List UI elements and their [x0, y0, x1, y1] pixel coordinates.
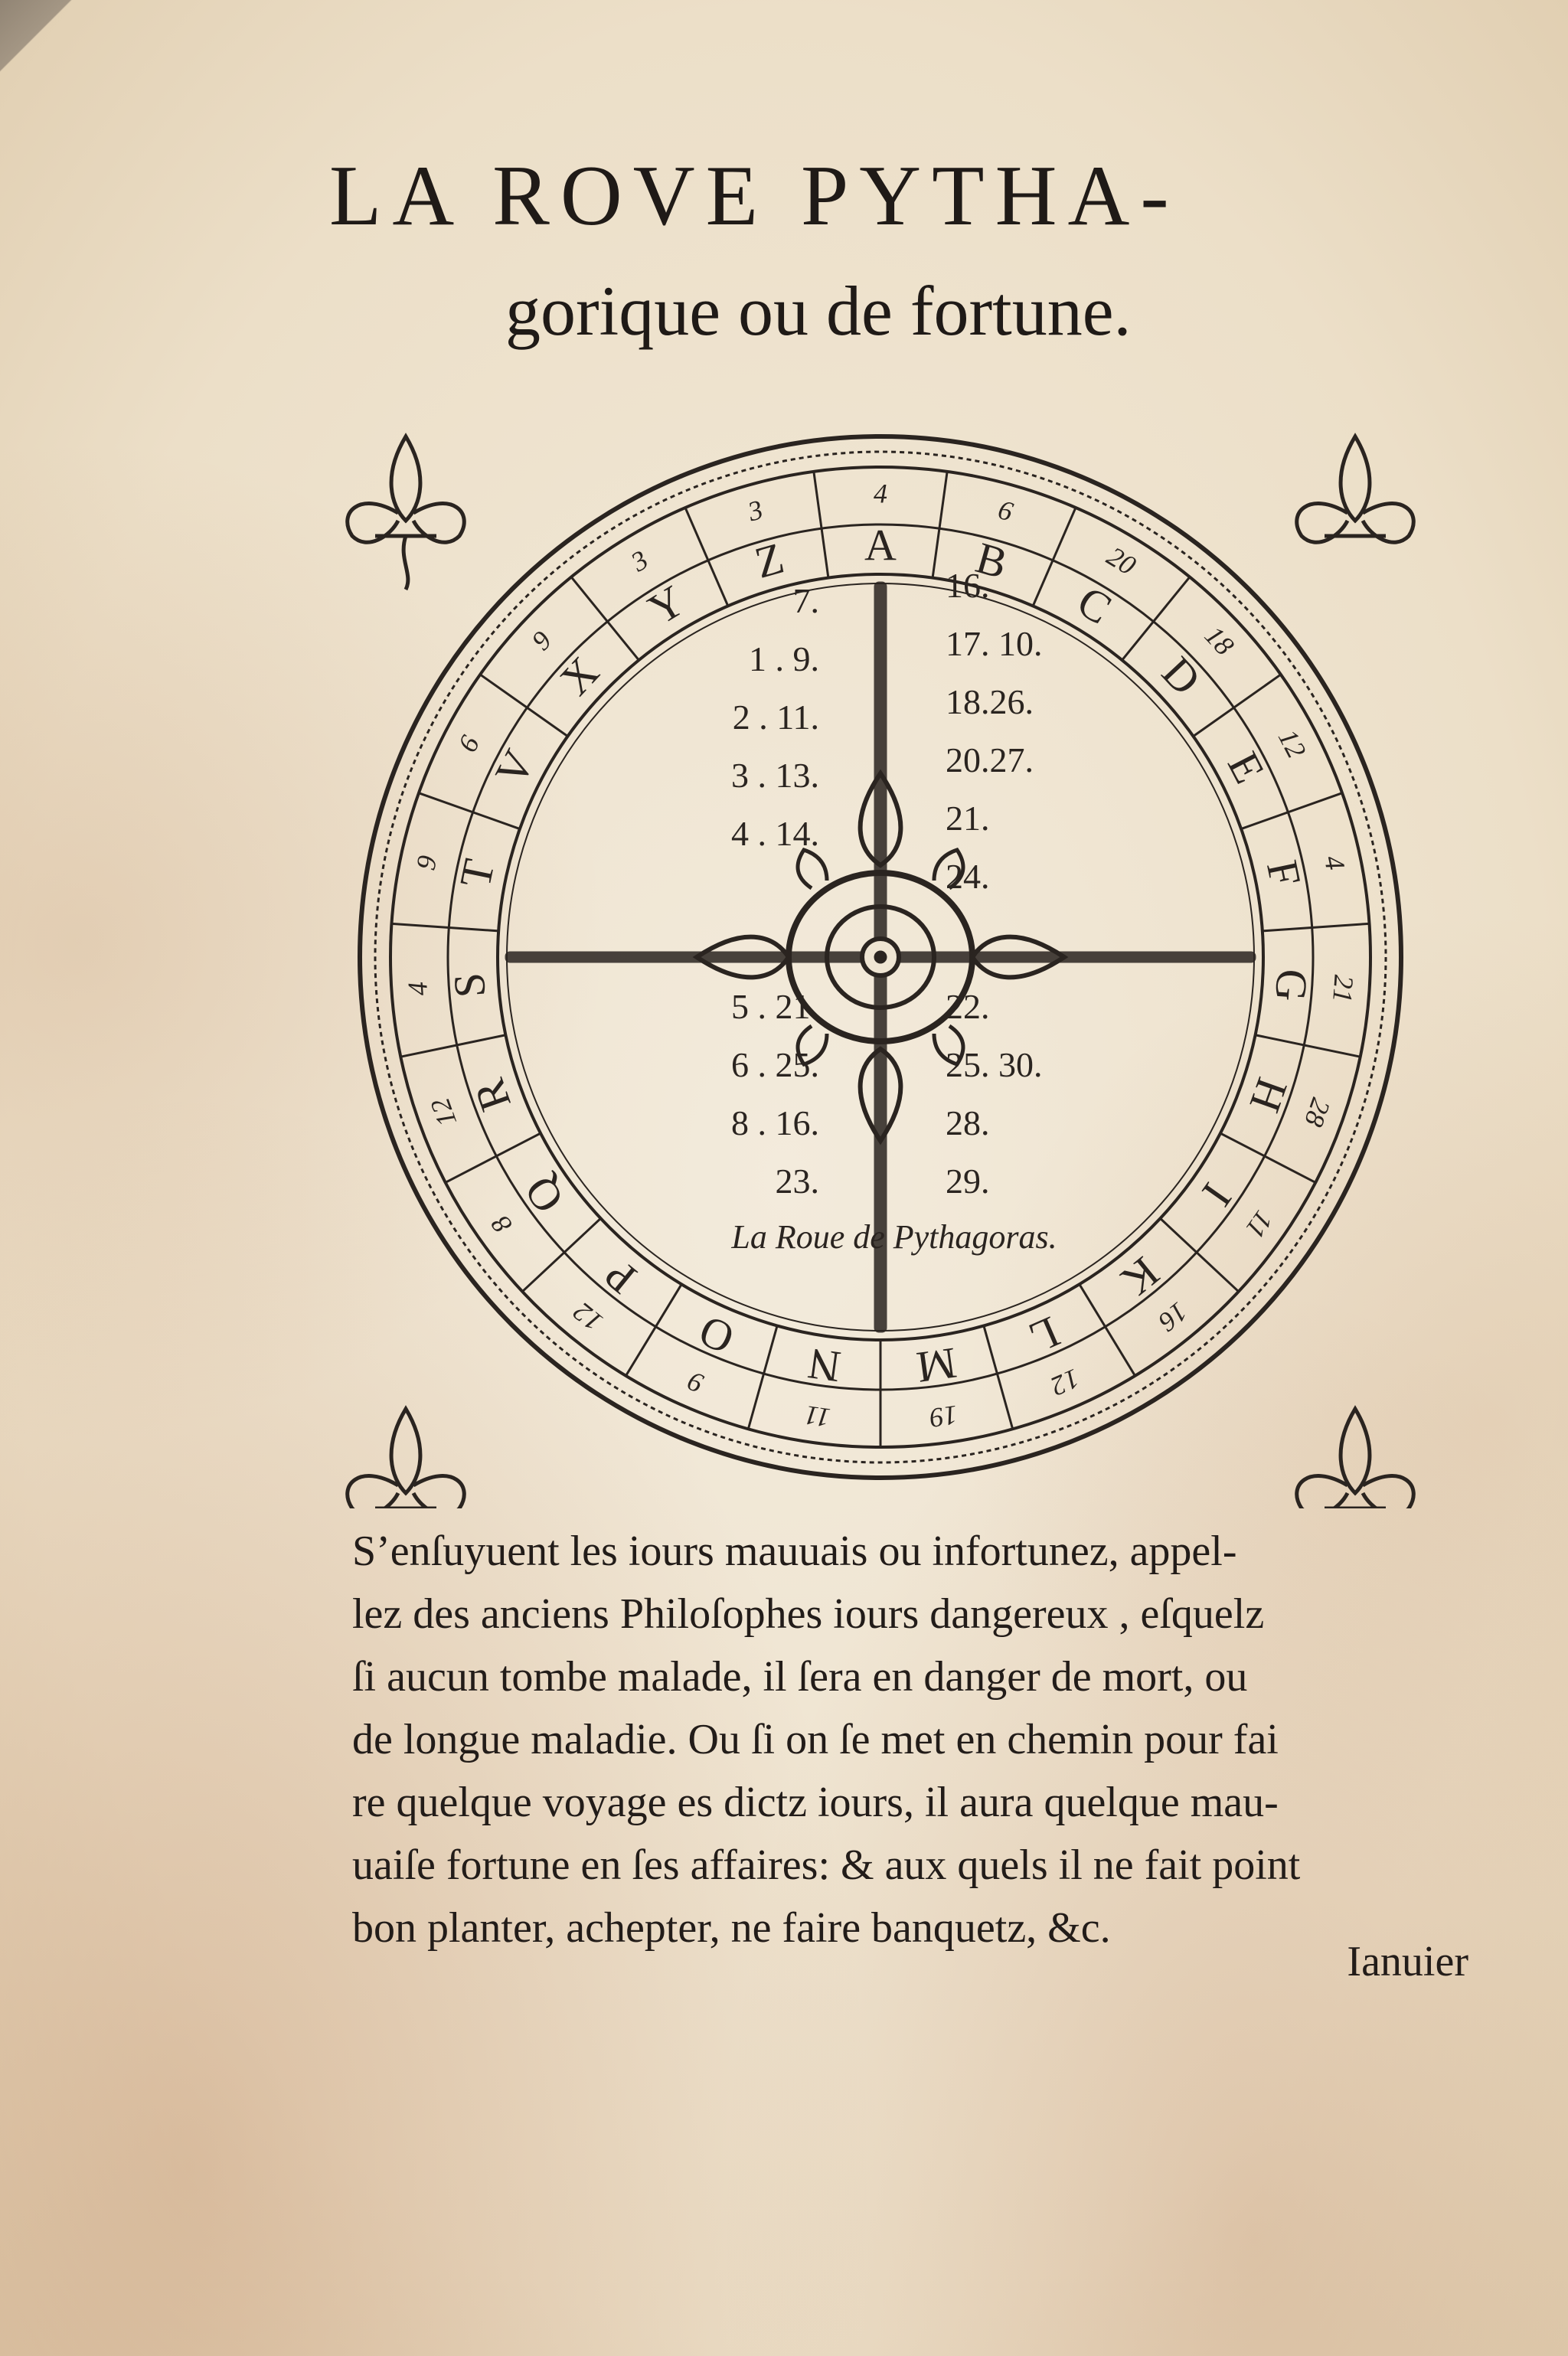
- ring-letter: K: [1112, 1247, 1169, 1306]
- ring-divider: [1033, 508, 1076, 606]
- ring-number: 12: [424, 1094, 463, 1131]
- body-line: uaiſe fortune en ſes affaires: & aux quels il ne fait point: [352, 1841, 1301, 1889]
- ring-number: 19: [927, 1399, 960, 1434]
- ring-divider: [1122, 577, 1190, 661]
- ring-letter: P: [595, 1250, 646, 1304]
- ring-number: 4: [874, 478, 887, 509]
- ring-letter: T: [449, 854, 505, 892]
- table-lower-right: [946, 987, 1043, 1201]
- ring-divider: [1160, 1218, 1238, 1292]
- ring-number: 3: [626, 544, 654, 578]
- ring-letter: X: [550, 647, 609, 705]
- ring-divider: [1193, 675, 1280, 737]
- ring-letter: Z: [749, 532, 789, 588]
- ring-letter: O: [691, 1305, 741, 1364]
- ring-divider: [1080, 1284, 1135, 1376]
- ring-divider: [391, 923, 498, 931]
- table-entry: 28.: [946, 1103, 990, 1142]
- body-paragraph: [352, 1520, 1478, 1959]
- ring-divider: [446, 1133, 541, 1182]
- ring-letter: L: [1022, 1306, 1067, 1364]
- ring-letter: G: [1266, 967, 1318, 1003]
- ring-number: 16: [1152, 1296, 1194, 1338]
- ring-letter: S: [443, 971, 495, 1000]
- ring-number: 9: [410, 852, 443, 873]
- ring-letter: B: [970, 532, 1013, 589]
- ring-letter: V: [485, 741, 544, 793]
- ring-divider: [1263, 923, 1370, 931]
- ring-letter: H: [1240, 1071, 1298, 1119]
- table-entry: 24.: [946, 857, 990, 896]
- table-entry: 6 . 25.: [731, 1045, 819, 1084]
- corner-fold: [0, 0, 92, 84]
- ring-divider: [984, 1325, 1013, 1429]
- ring-divider: [933, 472, 947, 578]
- body-line: bon planter, achepter, ne faire banquetz, &c.: [352, 1904, 1111, 1952]
- ring-letter: E: [1217, 743, 1275, 792]
- wheel-of-pythagoras: [322, 390, 1439, 1508]
- ring-divider: [400, 1035, 505, 1057]
- ring-letter: F: [1256, 856, 1312, 890]
- table-entry: 7.: [792, 581, 819, 620]
- table-entry: 2 . 11.: [732, 698, 819, 737]
- ring-divider: [480, 675, 567, 737]
- fleur-de-lis-icon: [348, 436, 465, 590]
- ring-number: 11: [802, 1400, 832, 1434]
- ring-number: 11: [1239, 1205, 1279, 1244]
- ring-number: 21: [1327, 974, 1360, 1004]
- ring-number: 9: [525, 625, 558, 656]
- ring-number: 20: [1101, 541, 1142, 581]
- ring-number: 9: [683, 1365, 708, 1400]
- ring-number: 4: [402, 980, 434, 997]
- table-entry: 18.26.: [946, 682, 1034, 721]
- ring-letter: M: [913, 1338, 960, 1393]
- ring-divider: [1256, 1035, 1361, 1057]
- ring-number: 6: [995, 494, 1017, 528]
- table-entry: 8 . 16.: [731, 1103, 819, 1142]
- ring-number: 12: [1046, 1363, 1084, 1403]
- table-entry: 3 . 13.: [731, 756, 819, 795]
- ring-number: 12: [1272, 724, 1312, 763]
- ring-letter: N: [805, 1338, 844, 1393]
- ring-number: 3: [744, 494, 766, 528]
- table-entry: 16.: [946, 566, 990, 605]
- ring-number: 6: [452, 730, 486, 757]
- ring-divider: [685, 508, 728, 606]
- fleur-de-lis-icon: [1297, 1409, 1414, 1508]
- ring-divider: [1220, 1133, 1315, 1182]
- table-entry: 20.27.: [946, 740, 1034, 779]
- table-entry: 25. 30.: [946, 1045, 1043, 1084]
- ring-divider: [571, 577, 639, 661]
- ring-letter: Q: [514, 1167, 573, 1223]
- body-line: de longue maladie. Ou ſi on ſe met en chemin pour fai: [352, 1716, 1279, 1763]
- ring-number: 18: [1198, 619, 1240, 662]
- body-line: lez des anciens Philoſophes iours dangereux , eſquelz: [352, 1590, 1265, 1638]
- ring-divider: [626, 1284, 681, 1376]
- table-upper-left: [731, 581, 819, 853]
- ring-divider: [522, 1218, 600, 1292]
- ring-divider: [748, 1325, 777, 1429]
- catchword: Ianuier: [1347, 1938, 1468, 1985]
- table-upper-right: [946, 566, 1043, 896]
- title-line-1: LA ROVE PYTHA-: [329, 149, 1180, 243]
- table-entry: 1 . 9.: [749, 639, 819, 678]
- table-entry: 29.: [946, 1162, 990, 1201]
- table-entry: 22.: [946, 987, 990, 1026]
- body-line: re quelque voyage es dictz iours, il aura quelque mau-: [352, 1779, 1279, 1826]
- ring-letter: A: [864, 520, 897, 570]
- ring-letter: D: [1152, 647, 1211, 705]
- table-entry: 21.: [946, 799, 990, 838]
- title-line-2: gorique ou de fortune.: [505, 272, 1132, 350]
- body-line: S’enſuyuent les iours mauuais ou infortunez, appel-: [352, 1528, 1237, 1575]
- ring-number: 12: [567, 1296, 609, 1338]
- body-line: ſi aucun tombe malade, il ſera en danger de mort, ou: [352, 1653, 1248, 1701]
- ring-divider: [814, 472, 828, 578]
- table-entry: 23.: [775, 1162, 819, 1201]
- ring-letter: C: [1069, 576, 1121, 634]
- ring-letter: I: [1192, 1174, 1242, 1215]
- table-entry: 5 . 21.: [731, 987, 819, 1026]
- fleur-de-lis-icon: [348, 1409, 465, 1508]
- table-entry: 17. 10.: [946, 624, 1043, 663]
- table-lower-left: [731, 987, 819, 1201]
- table-entry: 4 . 14.: [731, 814, 819, 853]
- ring-number: 8: [485, 1210, 518, 1240]
- ring-letter: Y: [639, 575, 694, 635]
- ring-number: 4: [1318, 852, 1351, 873]
- wheel-caption: La Roue de Pythagoras.: [731, 1218, 1057, 1256]
- ring-number: 28: [1298, 1094, 1337, 1131]
- ring-letter: R: [463, 1073, 521, 1118]
- fleur-de-lis-icon: [1297, 436, 1414, 542]
